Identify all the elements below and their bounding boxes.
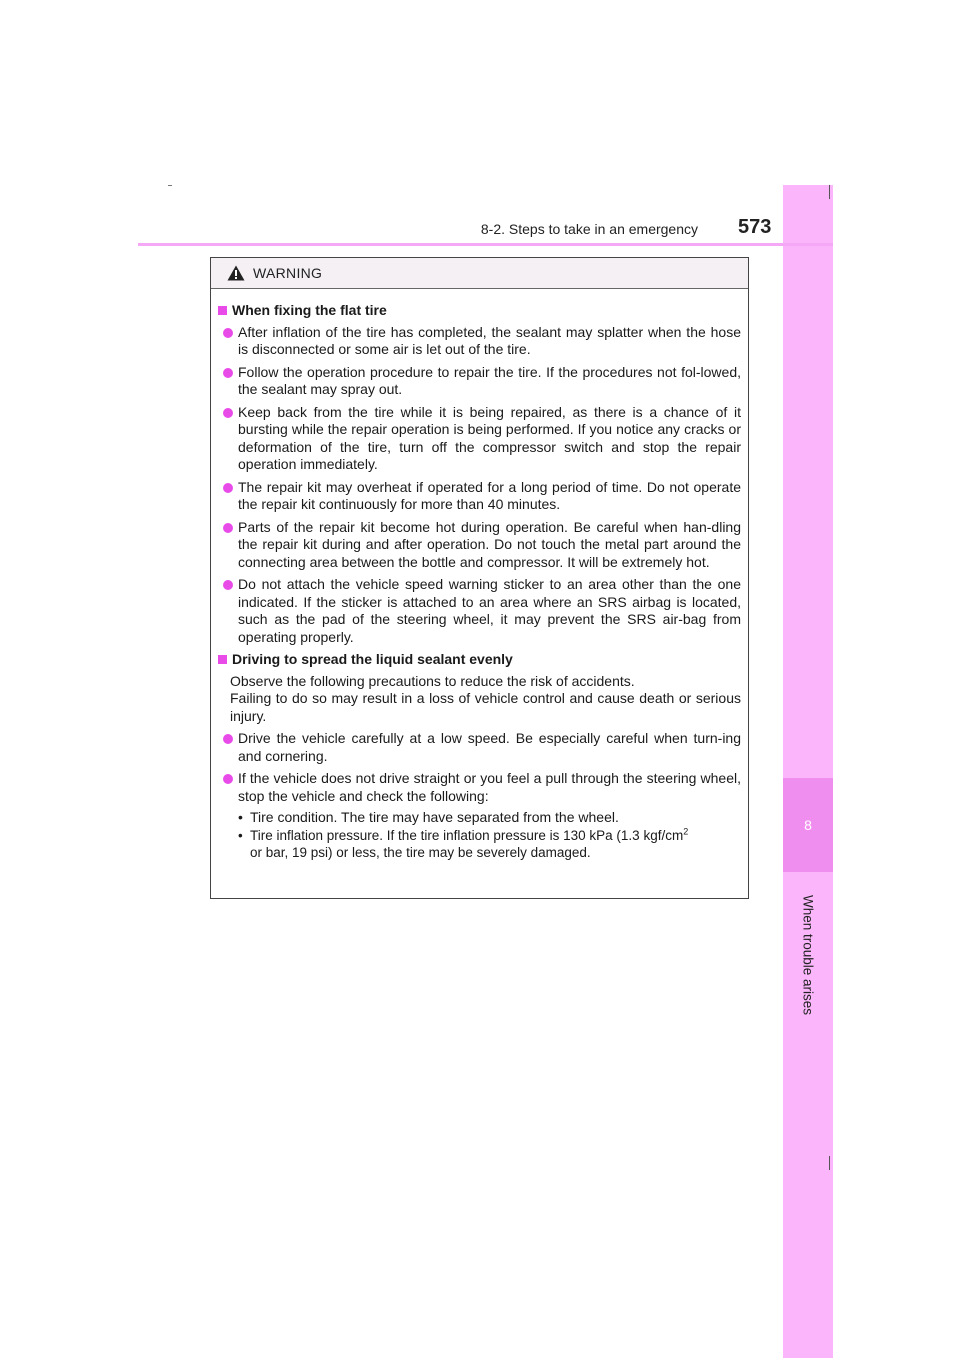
sub-list-item-text: Tire inflation pressure. If the tire inflation pressure is 130 kPa (1.3 kgf/cm <box>250 827 684 843</box>
section-heading <box>218 651 741 669</box>
list-item-text: Keep back from the tire while it is being repaired, as there is a chance of it bursting while the repair operation is being performed. If you notice any cracks or deformation of the tire, turn off the compressor switch and stop the repair operation immediately. <box>238 403 741 472</box>
warning-title: WARNING <box>253 265 323 281</box>
circle-bullet-icon <box>223 523 233 533</box>
list-item <box>218 479 741 514</box>
page-number: 573 <box>738 216 772 238</box>
circle-bullet-icon <box>223 734 233 744</box>
circle-bullet-icon <box>223 328 233 338</box>
section-heading-text: When fixing the flat tire <box>232 302 387 318</box>
circle-bullet-icon <box>223 483 233 493</box>
circle-bullet-icon <box>223 368 233 378</box>
list-item-text: Parts of the repair kit become hot during operation. Be careful when han-dling the repair kit during and after operation. Do not touch the metal part around the connecting area between the bottle and compressor. It will be extremely hot. <box>238 518 741 570</box>
header-rule <box>138 243 833 246</box>
warning-triangle-icon <box>227 265 245 281</box>
circle-bullet-icon <box>223 580 233 590</box>
crop-mark-top <box>829 185 830 199</box>
sub-list-item <box>218 827 741 862</box>
list-item <box>218 324 741 359</box>
list-item-text: The repair kit may overheat if operated for a long period of time. Do not operate the repair kit continuously for more than 40 minutes. <box>238 478 741 512</box>
sub-bullet-icon: • <box>238 827 243 843</box>
square-bullet-icon <box>218 655 227 664</box>
list-item-text: Follow the operation procedure to repair the tire. If the procedures not fol-lowed, the sealant may spray out. <box>238 363 741 397</box>
warning-body <box>211 289 748 862</box>
chapter-number-box <box>783 778 833 872</box>
section-heading <box>218 302 741 320</box>
list-item <box>218 730 741 765</box>
circle-bullet-icon <box>223 408 233 418</box>
warning-header <box>211 258 748 289</box>
list-item-text: Drive the vehicle carefully at a low speed. Be especially careful when turn-ing and cornering. <box>238 730 741 764</box>
list-item-text: Do not attach the vehicle speed warning sticker to an area other than the one indicated. If the sticker is attached to an area where an SRS airbag is located, such as the pad of the steering wheel, it may prevent the SRS air-bag from operating properly. <box>238 576 741 645</box>
crop-dash <box>168 185 172 186</box>
superscript: 2 <box>683 826 689 836</box>
list-item-text: After inflation of the tire has completed, the sealant may splatter when the hose is disconnected or some air is let out of the tire. <box>238 323 741 357</box>
circle-bullet-icon <box>223 774 233 784</box>
list-item <box>218 519 741 572</box>
sub-list-item <box>218 809 741 827</box>
square-bullet-icon <box>218 306 227 315</box>
list-item <box>218 576 741 646</box>
sub-list-item-text: Tire condition. The tire may have separated from the wheel. <box>250 809 619 825</box>
sub-bullet-icon: • <box>238 809 243 825</box>
chapter-title: When trouble arises <box>800 894 816 1016</box>
section-heading-text: Driving to spread the liquid sealant evenly <box>232 651 513 667</box>
crop-mark-bottom <box>829 1156 830 1170</box>
list-item <box>218 404 741 474</box>
paragraph <box>218 673 741 726</box>
section-title: 8-2. Steps to take in an emergency <box>480 221 698 237</box>
chapter-number: 8 <box>804 817 812 833</box>
warning-box <box>210 257 749 899</box>
paragraph-line: Observe the following precautions to reduce the risk of accidents. <box>230 672 635 689</box>
list-item <box>218 364 741 399</box>
list-item-text: If the vehicle does not drive straight or you feel a pull through the steering wheel, stop the vehicle and check the following: <box>238 770 741 804</box>
chapter-side-tab <box>783 185 833 1358</box>
sub-list-item-continued: or bar, 19 psi) or less, the tire may be severely damaged. <box>250 845 591 860</box>
list-item <box>218 770 741 805</box>
paragraph-line: Failing to do so may result in a loss of vehicle control and cause death or serious injury. <box>230 690 741 724</box>
